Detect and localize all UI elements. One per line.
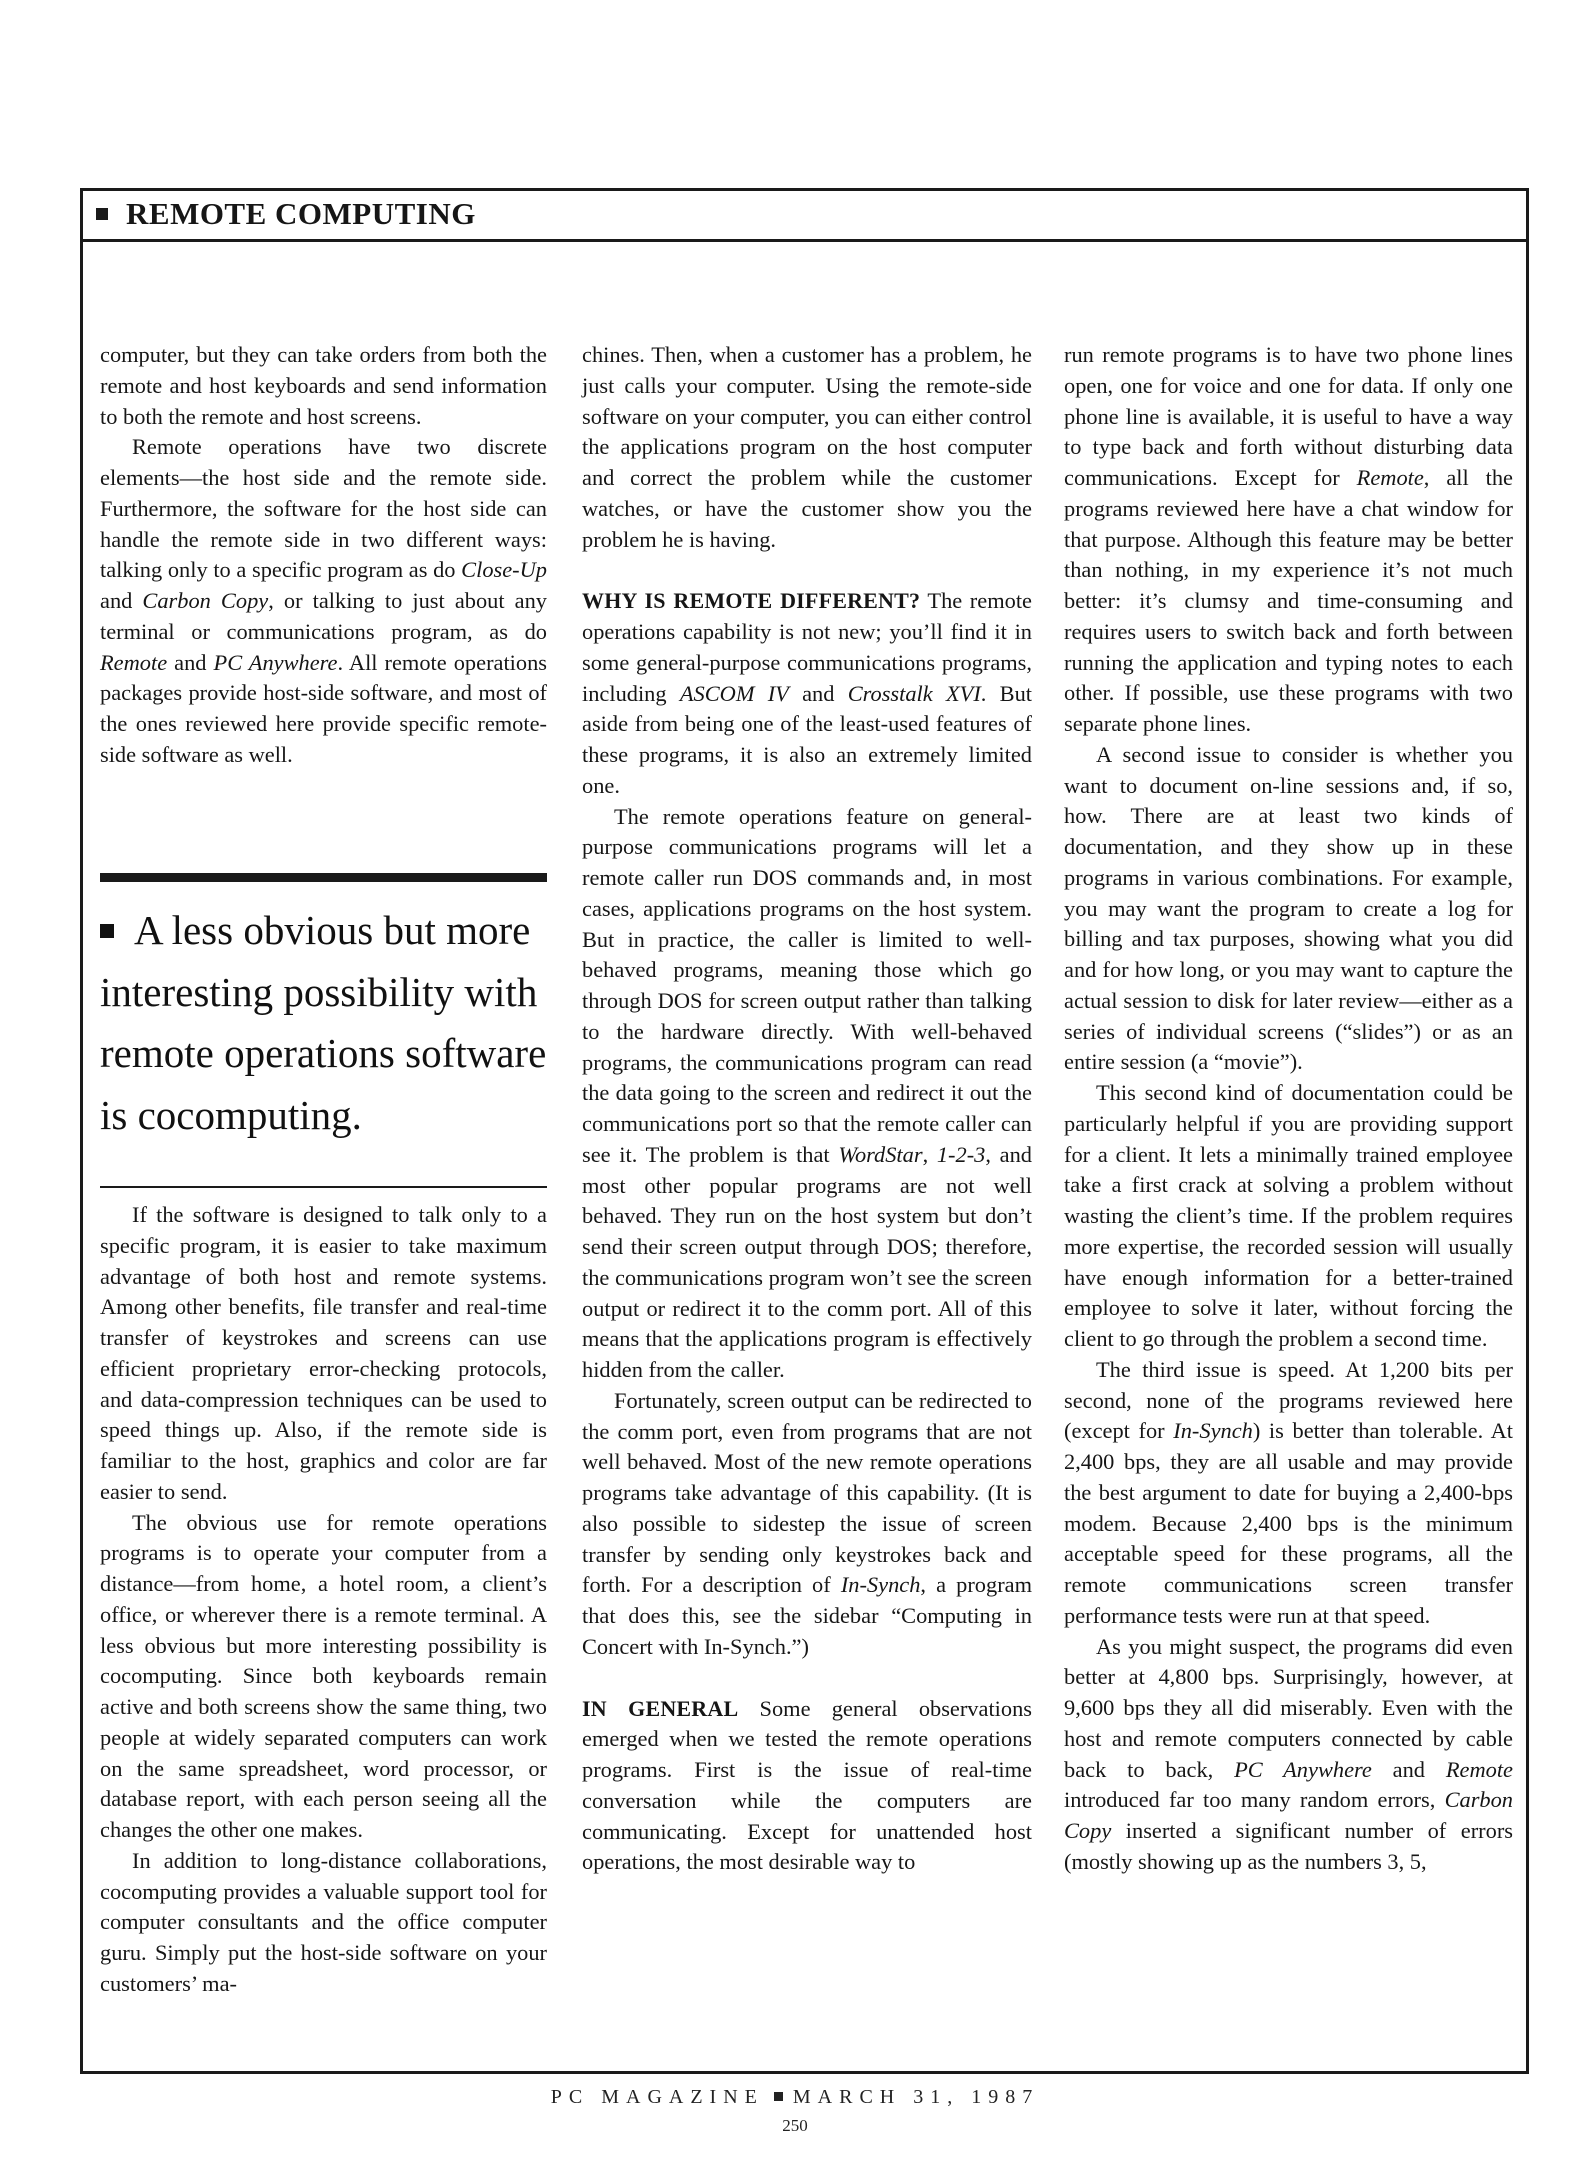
column-2 (582, 340, 1032, 1878)
paragraph: A second issue to consider is whether you want to document on-line sessions and, if so, how. There are at least two kinds of documentation, and they show up in these programs in various combinations. For example, you may want the program to create a log for billing and tax purposes, showing what you did and for how long, or you may want to capture the actual session to disk for later review—either as a series of individual screens (“slides”) or as an entire session (a “movie”). (1064, 741, 1513, 1075)
paragraph: The obvious use for remote operations programs is to operate your computer from a distance—from home, a hotel room, a client’s office, or wherever there is a remote terminal. A less obvious but more interesting possibility is cocomputing. Since both keyboards remain active and both screens show the same thing, two people at widely separated computers can work on the same spreadsheet, word processor, or database report, with each person seeing all the changes the other one makes. (100, 1509, 547, 1842)
subhead-in-general: IN GENERAL (582, 1695, 739, 1721)
column-3 (1064, 340, 1513, 1878)
paragraph: Fortunately, screen output can be redirected to the comm port, even from programs that are not well behaved. Most of the new remote operations programs take advantage of this capability. (It is also possible to sidestep the issue of screen transfer by sending only keystrokes back and forth. For a description of In-Synch, a program that does this, see the sidebar “Computing in Concert with In-Synch.”) (582, 1387, 1032, 1659)
footer-separator-icon (774, 2092, 783, 2101)
paragraph: As you might suspect, the programs did even better at 4,800 bps. Surprisingly, however, at 9,600 bps they all did miserably. Even with the host and remote computers connected by cable back to back, PC Anywhere and Remote introduced far too many random errors, Carbon Copy inserted a significant number of errors (mostly showing up as the numbers 3, 5, (1064, 1633, 1513, 1874)
paragraph: Remote operations have two discrete elements—the host side and the remote side. Furthermore, the software for the host side can handle the remote side in two different ways: talking only to a specific program as do Close-Up and Carbon Copy, or talking to just about any terminal or communications program, as do Remote and PC Anywhere. All remote operations packages provide host-side software, and most of the ones reviewed here provide specific remote-side software as well. (100, 434, 548, 767)
paragraph: If the software is designed to talk only to a specific program, it is easier to take maximum advantage of both host and remote systems. Among other benefits, file transfer and real-time transfer of keystrokes and screens can use efficient proprietary error-checking protocols, and data-compression techniques can be used to speed things up. Also, if the remote side is familiar to the host, graphics and color are far easier to send. (100, 1202, 547, 1504)
paragraph: WHY IS REMOTE DIFFERENT? The remote operations capability is not new; you’ll find it in some general-purpose communications programs, including ASCOM IV and Crosstalk XVI. But aside from being one of the least-used features of these programs, it is also an extremely limited one. (582, 588, 1032, 798)
subhead-why-remote-different: WHY IS REMOTE DIFFERENT? (582, 588, 921, 614)
page-number: 250 (782, 2116, 808, 2135)
pull-quote (100, 900, 547, 1146)
paragraph: computer, but they can take orders from both the remote and host keyboards and send information to both the remote and host screens. (100, 342, 547, 429)
magazine-name: PC MAGAZINE (550, 2086, 764, 2108)
page-footer (0, 2086, 1590, 2109)
section-header (80, 188, 1529, 242)
issue-date: MARCH 31, 1987 (792, 2086, 1040, 2108)
paragraph: This second kind of documentation could be particularly helpful if you are providing support for a client. It lets a minimally trained employee take a first crack at solving a problem without wasting the client’s time. If the problem requires more expertise, the recorded session will usually have enough information for a better-trained employee to solve it later, without forcing the client to go through the problem a second time. (1064, 1080, 1513, 1351)
paragraph: IN GENERAL Some general observations emerged when we tested the remote operations programs. First is the issue of real-time conversation while the computers are communicating. Except for unattended host operations, the most desirable way to (582, 1695, 1032, 1875)
paragraph: The third issue is speed. At 1,200 bits per second, none of the programs reviewed here (except for In-Synch) is better than tolerable. At 2,400 bps, they are all usable and may provide the best argument to date for buying a 2,400-bps modem. Because 2,400 bps is the minimum acceptable speed for these programs, all the remote communications screen transfer performance tests were run at that speed. (1064, 1356, 1513, 1628)
paragraph: The remote operations feature on general-purpose communications programs will let a remote caller run DOS commands and, in most cases, applications programs on the host system. But in practice, the caller is limited to well-behaved programs, meaning those which go through DOS for screen output rather than talking to the hardware directly. With well-behaved programs, the communications program can read the data going to the screen and redirect it out the communications port so that the remote caller can see it. The problem is that WordStar, 1-2-3, and most other popular programs are not well behaved. They run on the host system but don’t send their screen output through DOS; therefore, the communications program won’t see the screen output or redirect it to the comm port. All of this means that the applications program is effectively hidden from the caller. (582, 803, 1032, 1382)
pull-quote-bottom-rule (100, 1186, 547, 1188)
paragraph: In addition to long-distance collaborations, cocomputing provides a valuable support tool for computer consultants and the office computer guru. Simply put the host-side software on your customers’ ma- (100, 1847, 547, 1996)
section-title: REMOTE COMPUTING (126, 195, 476, 231)
pull-quote-bullet-icon (100, 924, 114, 938)
paragraph: chines. Then, when a customer has a problem, he just calls your computer. Using the remote-side software on your computer, you can either control the applications program on the host computer and correct the problem while the customer watches, or have the customer show you the problem he is having. (582, 342, 1032, 552)
bullet-square-icon (96, 208, 108, 220)
pull-quote-top-rule (100, 873, 547, 882)
column-1 (100, 340, 547, 771)
pull-quote-text: A less obvious but more interesting possibility with remote operations software is cocomputing. (100, 907, 547, 1138)
paragraph: run remote programs is to have two phone lines open, one for voice and one for data. If only one phone line is available, it is useful to have a way to type back and forth without disturbing data communications. Except for Remote, all the programs reviewed here have a chat window for that purpose. Although this feature may be better than nothing, in my experience it’s not much better: it’s clumsy and time-consuming and requires users to switch back and forth between running the application and typing notes to each other. If possible, use these programs with two separate phone lines. (1064, 342, 1513, 736)
column-1-continued (100, 1200, 547, 2000)
